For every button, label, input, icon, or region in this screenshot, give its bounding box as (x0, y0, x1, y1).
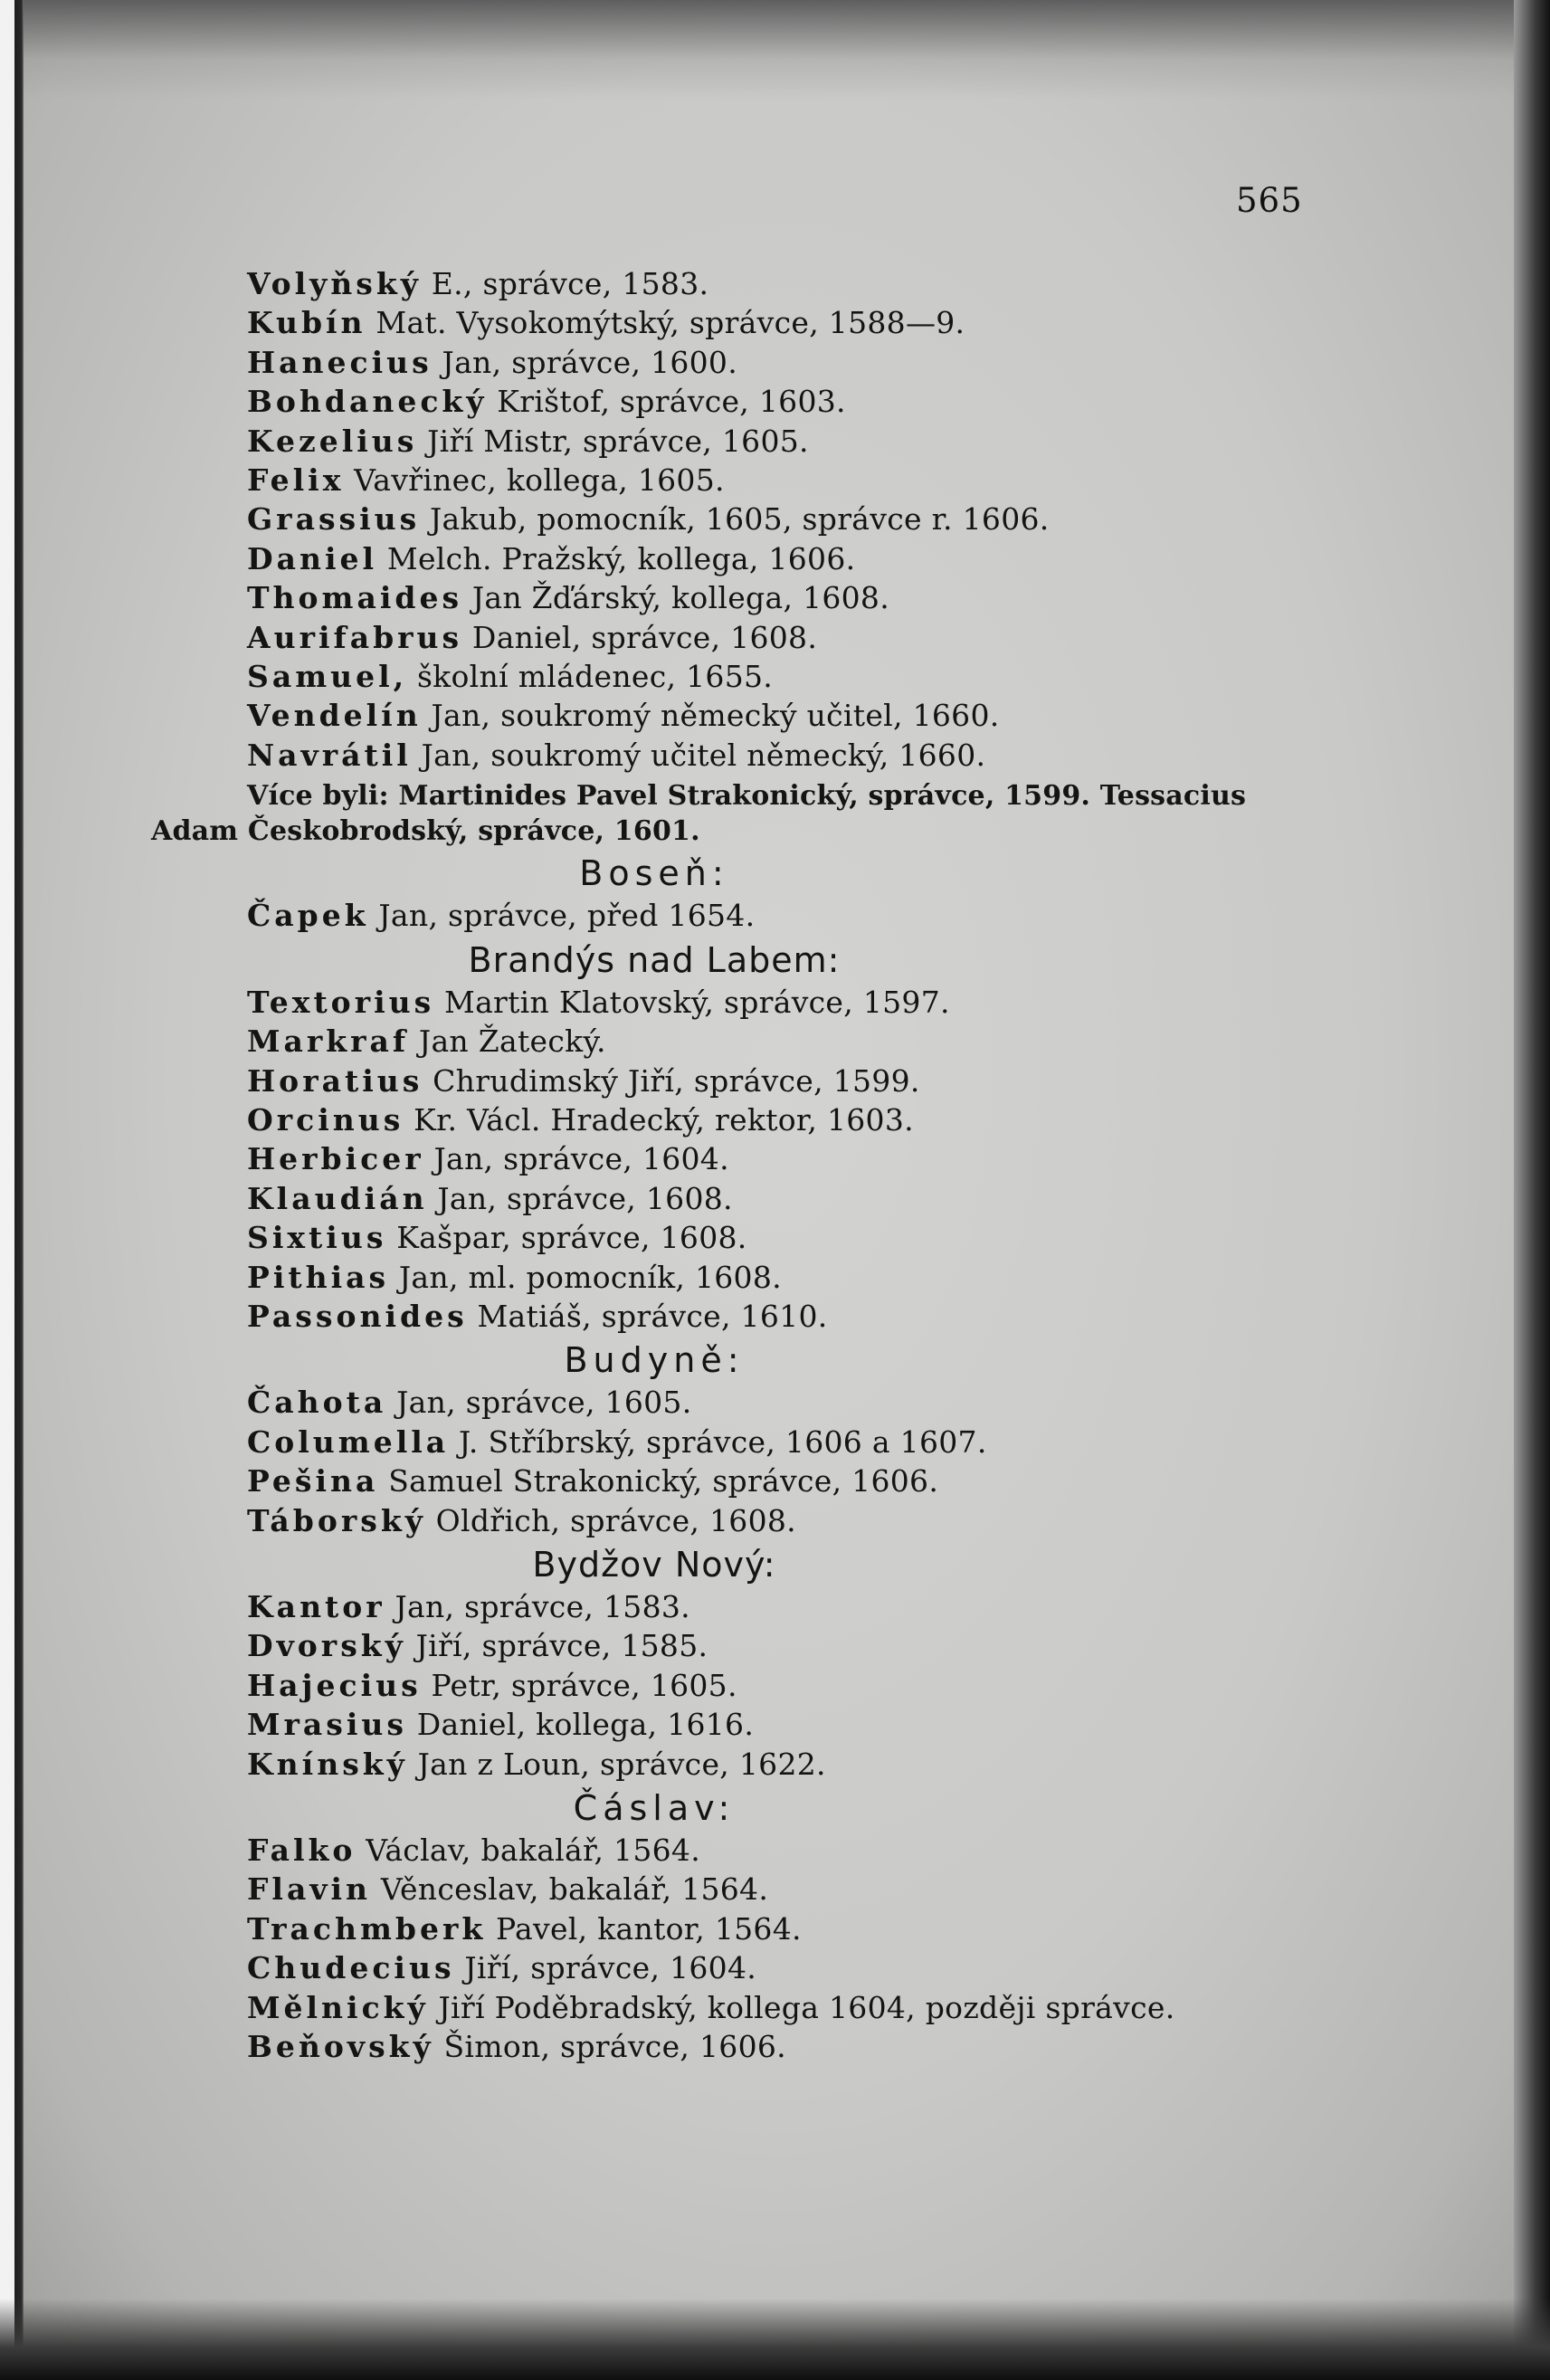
entry-surname: Herbicer (247, 1141, 424, 1177)
section-5 (247, 1785, 1315, 2066)
entry-line (247, 696, 1315, 735)
entry-surname: Čahota (247, 1385, 387, 1421)
page-number: 565 (1236, 181, 1303, 220)
entry-details: Jan, správce, 1600. (432, 344, 738, 380)
section-3 (247, 1338, 1315, 1540)
entry-details: Jan, správce, 1604. (423, 1141, 729, 1177)
entry-details: Matiáš, správce, 1610. (467, 1298, 828, 1334)
entry-line (247, 983, 1315, 1022)
entry-line (247, 1258, 1315, 1297)
entry-details: Jan z Loun, správce, 1622. (407, 1746, 826, 1782)
entry-line (247, 657, 1315, 696)
entry-line (247, 382, 1315, 421)
entry-details: Martin Klatovský, správce, 1597. (434, 984, 950, 1020)
entry-surname: Čapek (247, 898, 369, 934)
entry-details: Jan Žatecký. (409, 1023, 606, 1060)
entry-details: Jan, ml. pomocník, 1608. (389, 1259, 782, 1295)
entry-details: Kr. Václ. Hradecký, rektor, 1603. (404, 1101, 914, 1138)
entry-line (247, 264, 1315, 303)
entry-line (247, 1870, 1315, 1909)
entry-surname: Pithias (247, 1259, 390, 1295)
entry-details: Jiří, správce, 1604. (454, 1950, 757, 1986)
entry-details: Jan Žďárský, kollega, 1608. (462, 580, 890, 616)
entry-line (247, 578, 1315, 617)
scan-edge-left (0, 0, 24, 2380)
entry-line (247, 1745, 1315, 1784)
entry-details: Daniel, kollega, 1616. (406, 1707, 755, 1743)
footnote-line: Více byli: Martinides Pavel Strakonický, správce, 1599. Tessacius (247, 780, 1247, 813)
entry-surname: Hajecius (247, 1667, 422, 1703)
entry-line (247, 539, 1315, 578)
entry-details: Samuel Strakonický, správce, 1606. (378, 1463, 939, 1499)
entry-surname: Passonides (247, 1298, 468, 1334)
entry-surname: Sixtius (247, 1220, 387, 1256)
entry-details: Krištof, správce, 1603. (487, 384, 846, 420)
entry-line (247, 1705, 1315, 1744)
entry-line (247, 1587, 1315, 1626)
section-heading: Budyně: (564, 1340, 745, 1381)
entry-details: Jiří Poděbradský, kollega 1604, později správce. (428, 1989, 1175, 2025)
entry-surname: Falko (247, 1833, 357, 1868)
scan-shadow-bottom (0, 2299, 1550, 2380)
entry-line (247, 618, 1315, 657)
entry-details: Jan, správce, 1605. (386, 1385, 692, 1421)
entry-surname: Grassius (247, 501, 421, 538)
entry-surname: Dvorský (247, 1628, 406, 1664)
entry-line (247, 1501, 1315, 1540)
entry-details: Oldřich, správce, 1608. (425, 1502, 796, 1538)
entry-surname: Mrasius (247, 1707, 407, 1743)
entry-line (247, 1948, 1315, 1987)
entry-details: Pavel, kantor, 1564. (486, 1910, 802, 1947)
entry-details: Jan, správce, 1608. (427, 1180, 733, 1216)
entry-surname: Knínský (247, 1746, 408, 1782)
entry-details: Jakub, pomocník, 1605, správce r. 1606. (420, 501, 1050, 538)
entry-details: Petr, správce, 1605. (421, 1667, 737, 1703)
entry-line (247, 1666, 1315, 1705)
entry-details: Daniel, správce, 1608. (462, 619, 818, 655)
entry-surname: Klaudián (247, 1180, 428, 1216)
entry-line (247, 1461, 1315, 1500)
entry-line (247, 736, 1315, 775)
entry-surname: Columella (247, 1423, 450, 1460)
entry-line (247, 303, 1315, 342)
entry-surname: Mělnický (247, 1989, 429, 2025)
entry-line (247, 343, 1315, 382)
footnote-paragraph (151, 778, 1315, 849)
entry-surname: Horatius (247, 1062, 423, 1099)
entry-details: Vavřinec, kollega, 1605. (344, 462, 725, 499)
entry-details: Václav, bakalář, 1564. (356, 1833, 701, 1868)
entry-details: Jiří Mistr, správce, 1605. (417, 423, 809, 459)
entry-line (247, 1218, 1315, 1257)
entry-surname: Daniel (247, 540, 378, 576)
entry-surname: Samuel, (247, 659, 408, 695)
entry-surname: Trachmberk (247, 1910, 487, 1947)
entry-line (247, 896, 1315, 935)
entry-surname: Bohdanecký (247, 384, 488, 420)
entry-line (247, 1022, 1315, 1061)
entry-line (247, 2027, 1315, 2066)
entry-line (247, 500, 1315, 538)
entry-details: Chrudimský Jiří, správce, 1599. (423, 1062, 920, 1099)
entry-surname: Beňovský (247, 2029, 434, 2065)
entry-surname: Aurifabrus (247, 619, 463, 655)
entry-surname: Thomaides (247, 580, 463, 616)
entry-surname: Markraf (247, 1023, 410, 1060)
entry-details: Jan, správce, 1583. (385, 1588, 690, 1624)
section-heading: Bydžov Nový: (532, 1544, 776, 1585)
entry-details: E., správce, 1583. (421, 266, 709, 301)
entry-details: Mat. Vysokomýtský, správce, 1588—9. (366, 305, 965, 341)
entry-surname: Felix (247, 462, 345, 499)
entry-surname: Flavin (247, 1871, 372, 1908)
entry-surname: Hanecius (247, 344, 433, 380)
entry-surname: Kantor (247, 1588, 385, 1624)
entry-details: Melch. Pražský, kollega, 1606. (377, 540, 856, 576)
page-content (151, 264, 1315, 2066)
entry-surname: Orcinus (247, 1101, 404, 1138)
entry-line (247, 1139, 1315, 1178)
entry-surname: Navrátil (247, 737, 412, 773)
entry-details: J. Stříbrský, správce, 1606 a 1607. (449, 1423, 987, 1460)
entry-surname: Vendelín (247, 698, 422, 734)
entry-line (247, 1831, 1315, 1870)
entry-surname: Volyňský (247, 266, 422, 301)
entry-line (247, 1383, 1315, 1422)
section-2 (247, 938, 1315, 1337)
entry-line (247, 1297, 1315, 1336)
entry-details: Jan, soukromý učitel německý, 1660. (411, 737, 986, 773)
entry-line (247, 1061, 1315, 1100)
entry-line (247, 1988, 1315, 2027)
scan-shadow-top (0, 0, 1550, 100)
section-0 (151, 264, 1315, 849)
entry-details: Kašpar, správce, 1608. (386, 1220, 747, 1256)
entry-surname: Kubín (247, 305, 366, 341)
section-heading: Čáslav: (573, 1788, 736, 1828)
entry-surname: Kezelius (247, 423, 418, 459)
entry-details: Jan, správce, před 1654. (368, 898, 756, 934)
entry-surname: Táborský (247, 1502, 426, 1538)
section-1 (247, 851, 1315, 935)
section-heading: Boseň: (579, 853, 729, 894)
entry-line (247, 1909, 1315, 1948)
entry-surname: Chudecius (247, 1950, 455, 1986)
entry-line (247, 1100, 1315, 1139)
entry-details: Věnceslav, bakalář, 1564. (371, 1871, 769, 1908)
entry-details: Jan, soukromý německý učitel, 1660. (421, 698, 1000, 734)
entry-surname: Pešina (247, 1463, 379, 1499)
entry-line (247, 1626, 1315, 1665)
entry-line (247, 461, 1315, 500)
entry-line (247, 422, 1315, 461)
entry-line (247, 1423, 1315, 1461)
entry-details: školní mládenec, 1655. (407, 659, 774, 695)
entry-details: Jiří, správce, 1585. (405, 1628, 708, 1664)
entry-line (247, 1179, 1315, 1218)
section-4 (247, 1542, 1315, 1784)
footnote-line: Adam Českobrodský, správce, 1601. (151, 815, 700, 848)
entry-details: Šimon, správce, 1606. (433, 2029, 786, 2065)
scan-edge-right (1514, 0, 1550, 2380)
section-heading: Brandýs nad Labem: (468, 939, 841, 980)
entry-surname: Textorius (247, 984, 435, 1020)
